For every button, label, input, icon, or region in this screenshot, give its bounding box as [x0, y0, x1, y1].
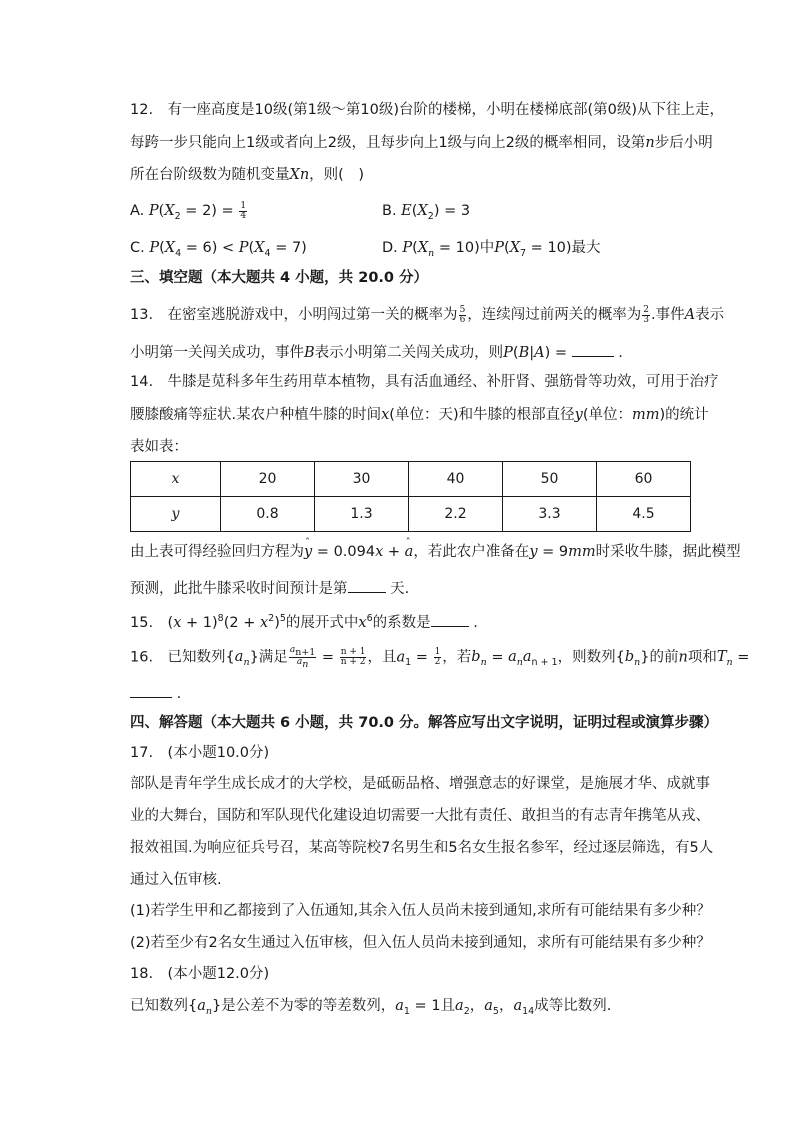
q12-option-b: B. $E(X_2) = 3$ — [382, 203, 471, 222]
table-cell: 4.5 — [597, 497, 691, 532]
section4-heading: 四、解答题（本大题共 6 小题，共 70.0 分。解答应写出文字说明，证明过程或演算步骤） — [130, 715, 719, 731]
table-cell: 50 — [503, 462, 597, 497]
q17-subquestion-1: (1)若学生甲和乙都接到了入伍通知,其余入伍人员尚未接到通知,求所有可能结果有多少种？ — [130, 903, 711, 919]
table-cell: 1.3 — [315, 497, 409, 532]
q12-option-d: D. $P(X_n = 10)$中$P(X_7 = 10)$最大 — [382, 240, 601, 259]
q17-header: 17. (本小题10.0分) — [130, 745, 270, 761]
q16-line1: 16. 已知数列$\{a_n\}$满足 $\frac{a_{n+1}}{a_n}$ = $\frac{n + 1}{n + 2}$ ，且$a_1$ = $\frac{1}{2}$ ，若$b_n = a_na_{n + 1}$，则数列$\{b_n\}$的前n项和$T_n$ = — [130, 645, 750, 670]
q13-line2: 小明第一关闯关成功，事件B表示小明第二关闯关成功，则P(B|A) = . — [130, 342, 623, 363]
q18-paragraph-1: 已知数列$\{a_n\}$是公差不为零的等差数列，$a_1 = 1$且$a_2$，$a_5$，$a_{14}$成等比数列. — [130, 998, 612, 1017]
q12-line2: 每跨一步只能向上1级或者向上2级，且每步向上1级与向上2级的概率相同，设第n步后小明 — [130, 135, 713, 151]
table-cell: 0.8 — [221, 497, 315, 532]
q14-line4: 由上表可得经验回归方程为ˆ y = 0.094x + ˆ a，若此农户准备在y = 9mm时采收牛膝，据此模型 — [130, 542, 741, 562]
q12-option-a: A. $P(X_2 = 2)$ = $\frac{1}{4}$ — [130, 200, 247, 222]
q14-line2: 腰膝酸痛等症状.某农户种植牛膝的时间x(单位：天)和牛膝的根部直径y(单位：mm)的统计 — [130, 407, 709, 423]
q12-line1: 12. 有一座高度是10级(第1级～第10级)台阶的楼梯，小明在楼梯底部(第0级)从下往上走， — [130, 102, 725, 118]
q17-paragraph-4: 通过入伍审核. — [130, 872, 222, 888]
table-cell: 60 — [597, 462, 691, 497]
q16-line2: . — [130, 683, 181, 704]
table-header-x: x — [131, 462, 221, 497]
table-cell: 20 — [221, 462, 315, 497]
data-table — [130, 461, 691, 532]
q14-line5: 预测，此批牛膝采收时间预计是第 天. — [130, 578, 409, 599]
q15-line: 15. $(x + 1)^8(2 + x^2)^5$的展开式中$x^6$的系数是 . — [130, 613, 478, 631]
q17-subquestion-2: (2)若至少有2名女生通过入伍审核，但入伍人员尚未接到通知，求所有可能结果有多少种？ — [130, 935, 711, 951]
table-row-x — [131, 462, 691, 497]
q12-line3: 所在台阶级数为随机变量Xn，则( ) — [130, 167, 364, 183]
q14-line1: 14. 牛膝是苋科多年生药用草本植物，具有活血通经、补肝肾、强筋骨等功效，可用于治疗 — [130, 374, 719, 390]
table-cell: 30 — [315, 462, 409, 497]
table-header-y: y — [131, 497, 221, 532]
q14-line3: 表如表： — [130, 439, 188, 455]
table-cell: 2.2 — [409, 497, 503, 532]
q17-paragraph-2: 业的大舞台，国防和军队现代化建设迫切需要一大批有责任、敢担当的有志青年携笔从戎、 — [130, 808, 710, 824]
q17-paragraph-1: 部队是青年学生成长成才的大学校，是砥砺品格、增强意志的好课堂，是施展才华、成就事 — [130, 776, 710, 792]
table-cell: 3.3 — [503, 497, 597, 532]
q12-option-c: C. $P(X_4 = 6) < P(X_4 = 7)$ — [130, 240, 307, 259]
q18-header: 18. (本小题12.0分) — [130, 966, 270, 982]
section3-heading: 三、填空题（本大题共 4 小题，共 20.0 分） — [130, 270, 429, 286]
q17-paragraph-3: 报效祖国.为响应征兵号召，某高等院校7名男生和5名女生报名参军，经过逐层筛选，有5人 — [130, 840, 714, 856]
table-cell: 40 — [409, 462, 503, 497]
q13-line1: 13. 在密室逃脱游戏中，小明闯过第一关的概率为 $\frac{5}{6}$ ，连续闯过前两关的概率为 $\frac{2}{3}$ .事件A表示 — [130, 304, 725, 325]
table-row-y — [131, 497, 691, 532]
